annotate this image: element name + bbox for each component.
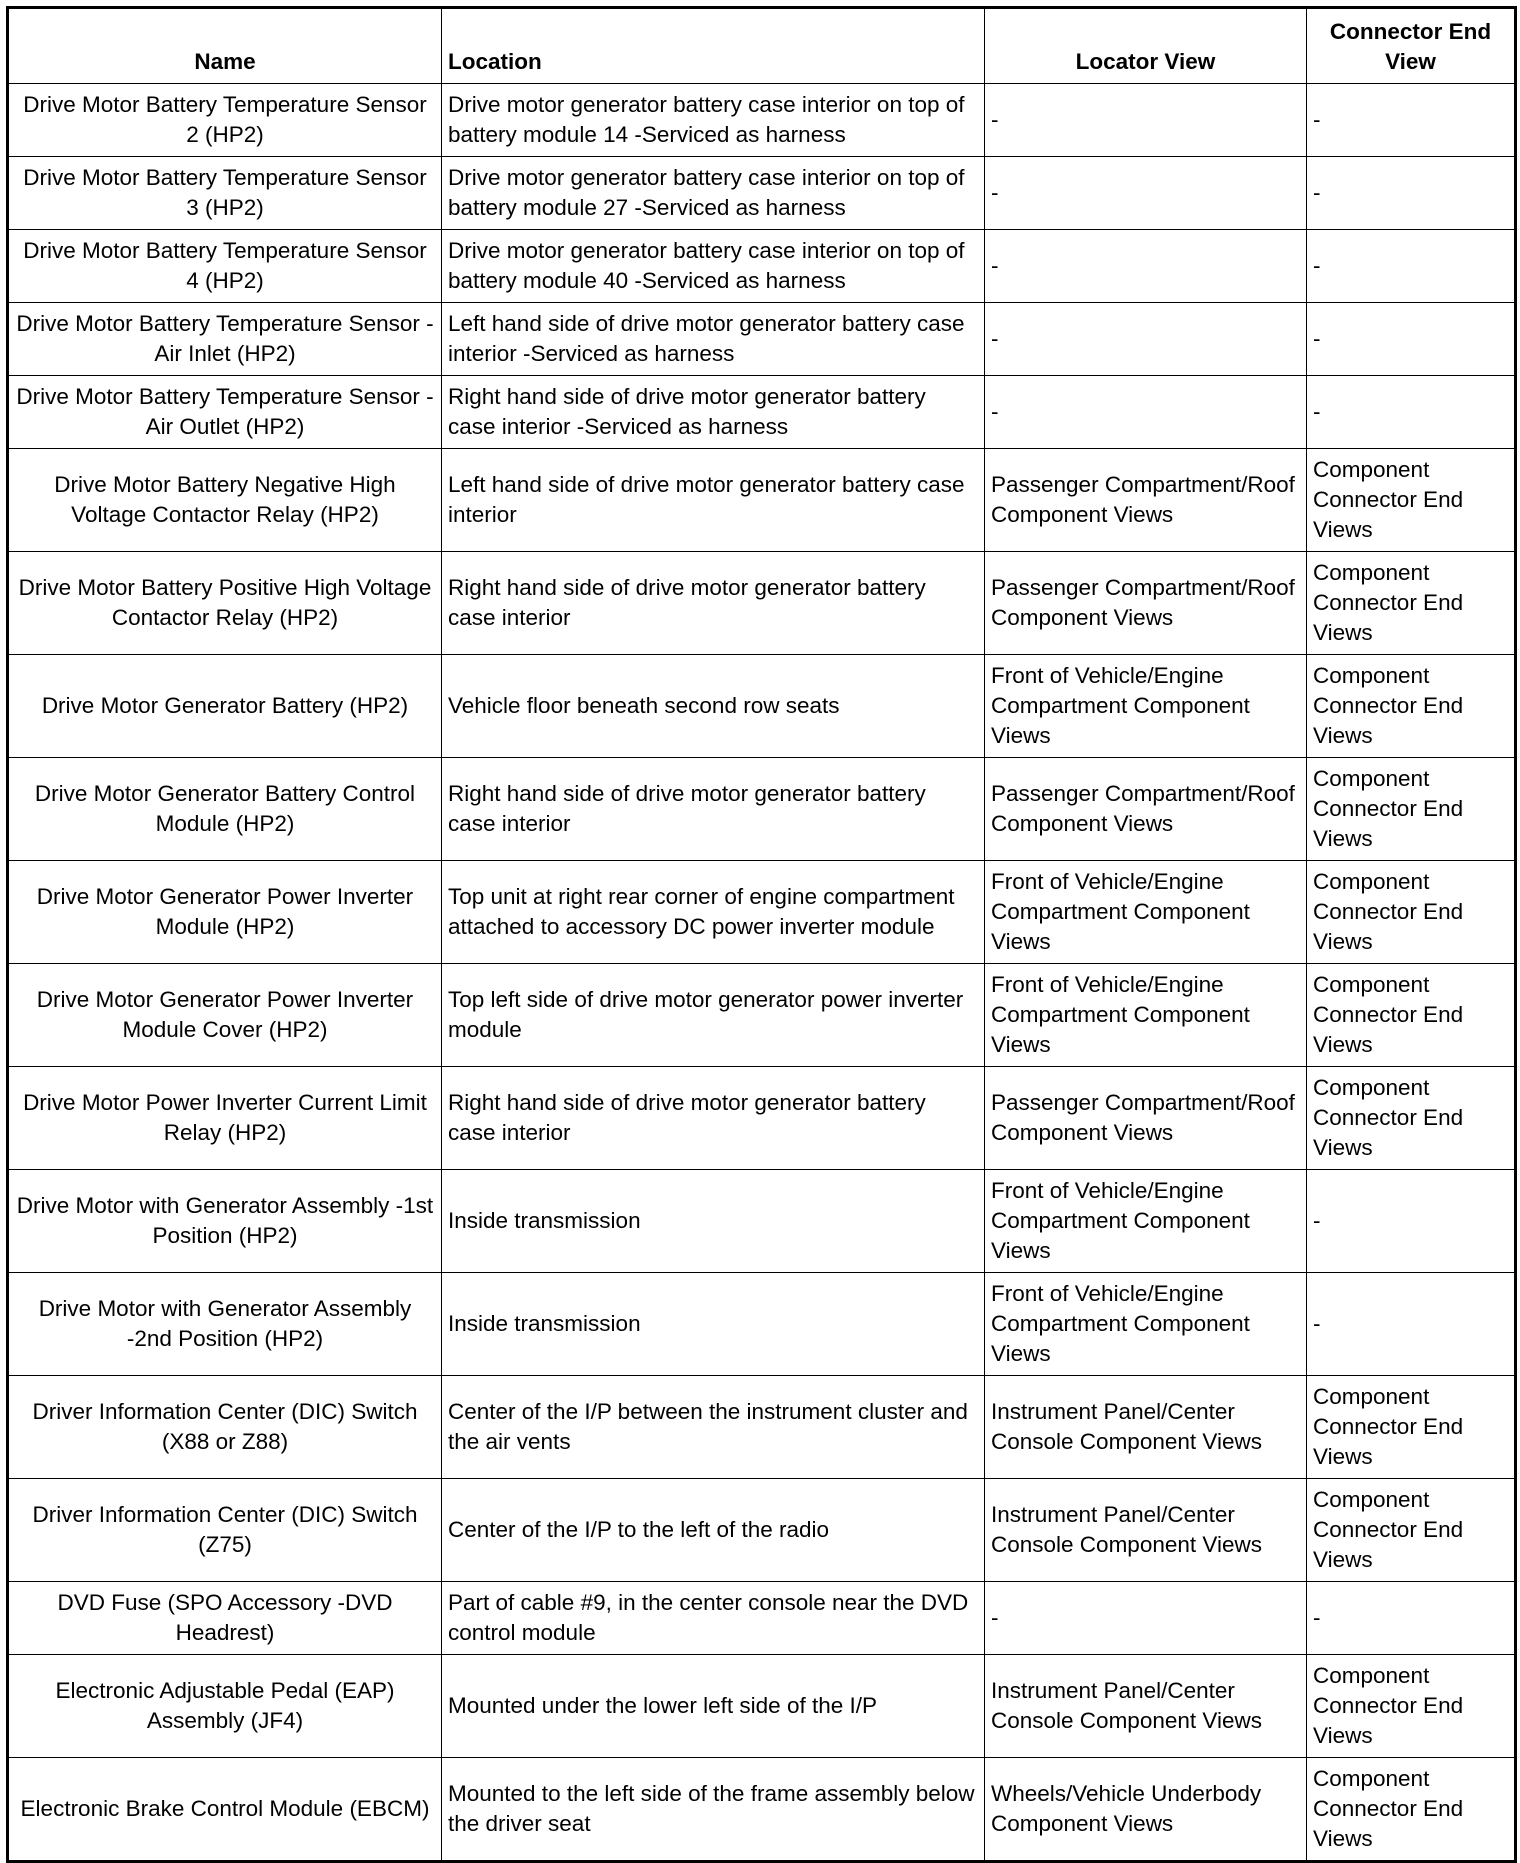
table-row (8, 157, 1516, 230)
header-locator-view: Locator View (985, 8, 1307, 84)
header-connector-end-view: Connector End View (1307, 8, 1516, 84)
locator-view-link: - (985, 303, 1307, 376)
connector-end-view-link[interactable]: Component Connector End Views (1307, 449, 1516, 552)
table-row (8, 1582, 1516, 1655)
locator-view-link[interactable]: Instrument Panel/Center Console Component Views (985, 1655, 1307, 1758)
component-location: Inside transmission (442, 1170, 985, 1273)
component-name: DVD Fuse (SPO Accessory -DVD Headrest) (8, 1582, 442, 1655)
component-location: Left hand side of drive motor generator battery case interior -Serviced as harness (442, 303, 985, 376)
component-location: Part of cable #9, in the center console near the DVD control module (442, 1582, 985, 1655)
table-row (8, 230, 1516, 303)
component-location: Top left side of drive motor generator power inverter module (442, 964, 985, 1067)
component-location: Right hand side of drive motor generator battery case interior (442, 758, 985, 861)
locator-view-link[interactable]: Passenger Compartment/Roof Component Views (985, 449, 1307, 552)
connector-end-view-link: - (1307, 1582, 1516, 1655)
connector-end-view-link[interactable]: Component Connector End Views (1307, 758, 1516, 861)
table-row (8, 303, 1516, 376)
component-name: Drive Motor with Generator Assembly -2nd Position (HP2) (8, 1273, 442, 1376)
locator-view-link[interactable]: Passenger Compartment/Roof Component Views (985, 552, 1307, 655)
table-row (8, 964, 1516, 1067)
component-name: Electronic Adjustable Pedal (EAP) Assembly (JF4) (8, 1655, 442, 1758)
component-name: Drive Motor Battery Temperature Sensor 2 (HP2) (8, 84, 442, 157)
component-name: Drive Motor Generator Battery (HP2) (8, 655, 442, 758)
locator-view-link[interactable]: Front of Vehicle/Engine Compartment Component Views (985, 861, 1307, 964)
locator-view-link: - (985, 1582, 1307, 1655)
component-name: Drive Motor Power Inverter Current Limit Relay (HP2) (8, 1067, 442, 1170)
connector-end-view-link[interactable]: Component Connector End Views (1307, 1479, 1516, 1582)
component-name: Drive Motor Generator Power Inverter Module Cover (HP2) (8, 964, 442, 1067)
locator-view-link[interactable]: Front of Vehicle/Engine Compartment Component Views (985, 1170, 1307, 1273)
connector-end-view-link: - (1307, 84, 1516, 157)
component-name: Drive Motor Battery Positive High Voltage Contactor Relay (HP2) (8, 552, 442, 655)
locator-view-link[interactable]: Passenger Compartment/Roof Component Views (985, 1067, 1307, 1170)
table-row (8, 861, 1516, 964)
component-location: Mounted under the lower left side of the I/P (442, 1655, 985, 1758)
table-row (8, 1655, 1516, 1758)
connector-end-view-link: - (1307, 1273, 1516, 1376)
component-name: Drive Motor with Generator Assembly -1st Position (HP2) (8, 1170, 442, 1273)
connector-end-view-link[interactable]: Component Connector End Views (1307, 861, 1516, 964)
component-name: Drive Motor Battery Temperature Sensor -Air Outlet (HP2) (8, 376, 442, 449)
component-name: Electronic Brake Control Module (EBCM) (8, 1758, 442, 1862)
connector-end-view-link[interactable]: Component Connector End Views (1307, 1758, 1516, 1862)
component-location: Left hand side of drive motor generator battery case interior (442, 449, 985, 552)
locator-view-link: - (985, 84, 1307, 157)
connector-end-view-link[interactable]: Component Connector End Views (1307, 964, 1516, 1067)
connector-end-view-link: - (1307, 230, 1516, 303)
component-name: Drive Motor Generator Power Inverter Module (HP2) (8, 861, 442, 964)
table-row (8, 758, 1516, 861)
locator-view-link: - (985, 157, 1307, 230)
table-row (8, 376, 1516, 449)
table-row (8, 1067, 1516, 1170)
component-name: Drive Motor Battery Temperature Sensor 4 (HP2) (8, 230, 442, 303)
table-row (8, 552, 1516, 655)
component-location: Drive motor generator battery case interior on top of battery module 27 -Serviced as harness (442, 157, 985, 230)
header-location: Location (442, 8, 985, 84)
locator-view-link[interactable]: Instrument Panel/Center Console Component Views (985, 1479, 1307, 1582)
table-row (8, 1758, 1516, 1862)
component-location: Inside transmission (442, 1273, 985, 1376)
table-row (8, 1479, 1516, 1582)
connector-end-view-link: - (1307, 303, 1516, 376)
locator-view-link[interactable]: Front of Vehicle/Engine Compartment Component Views (985, 655, 1307, 758)
locator-view-link: - (985, 376, 1307, 449)
component-location: Drive motor generator battery case interior on top of battery module 40 -Serviced as harness (442, 230, 985, 303)
locator-view-link[interactable]: Instrument Panel/Center Console Component Views (985, 1376, 1307, 1479)
component-locator-table (6, 6, 1517, 1863)
header-name: Name (8, 8, 442, 84)
component-location: Center of the I/P to the left of the radio (442, 1479, 985, 1582)
connector-end-view-link[interactable]: Component Connector End Views (1307, 1655, 1516, 1758)
connector-end-view-link[interactable]: Component Connector End Views (1307, 1067, 1516, 1170)
component-name: Driver Information Center (DIC) Switch (Z75) (8, 1479, 442, 1582)
connector-end-view-link: - (1307, 376, 1516, 449)
component-location: Mounted to the left side of the frame assembly below the driver seat (442, 1758, 985, 1862)
component-name: Drive Motor Battery Temperature Sensor 3 (HP2) (8, 157, 442, 230)
table-row (8, 1273, 1516, 1376)
locator-view-link[interactable]: Passenger Compartment/Roof Component Views (985, 758, 1307, 861)
component-location: Drive motor generator battery case interior on top of battery module 14 -Serviced as harness (442, 84, 985, 157)
connector-end-view-link[interactable]: Component Connector End Views (1307, 552, 1516, 655)
table-row (8, 84, 1516, 157)
table-row (8, 1376, 1516, 1479)
component-location: Right hand side of drive motor generator battery case interior (442, 1067, 985, 1170)
header-row (8, 8, 1516, 84)
locator-view-link[interactable]: Front of Vehicle/Engine Compartment Component Views (985, 1273, 1307, 1376)
table-row (8, 449, 1516, 552)
component-name: Drive Motor Generator Battery Control Module (HP2) (8, 758, 442, 861)
component-name: Driver Information Center (DIC) Switch (X88 or Z88) (8, 1376, 442, 1479)
component-location: Right hand side of drive motor generator battery case interior (442, 552, 985, 655)
component-location: Center of the I/P between the instrument cluster and the air vents (442, 1376, 985, 1479)
connector-end-view-link[interactable]: Component Connector End Views (1307, 1376, 1516, 1479)
component-location: Right hand side of drive motor generator battery case interior -Serviced as harness (442, 376, 985, 449)
connector-end-view-link[interactable]: Component Connector End Views (1307, 655, 1516, 758)
connector-end-view-link: - (1307, 157, 1516, 230)
locator-view-link[interactable]: Front of Vehicle/Engine Compartment Component Views (985, 964, 1307, 1067)
table-row (8, 655, 1516, 758)
component-location: Top unit at right rear corner of engine compartment attached to accessory DC power inverter module (442, 861, 985, 964)
component-name: Drive Motor Battery Temperature Sensor -Air Inlet (HP2) (8, 303, 442, 376)
component-name: Drive Motor Battery Negative High Voltage Contactor Relay (HP2) (8, 449, 442, 552)
locator-view-link: - (985, 230, 1307, 303)
component-location: Vehicle floor beneath second row seats (442, 655, 985, 758)
table-row (8, 1170, 1516, 1273)
connector-end-view-link: - (1307, 1170, 1516, 1273)
locator-view-link[interactable]: Wheels/Vehicle Underbody Component Views (985, 1758, 1307, 1862)
